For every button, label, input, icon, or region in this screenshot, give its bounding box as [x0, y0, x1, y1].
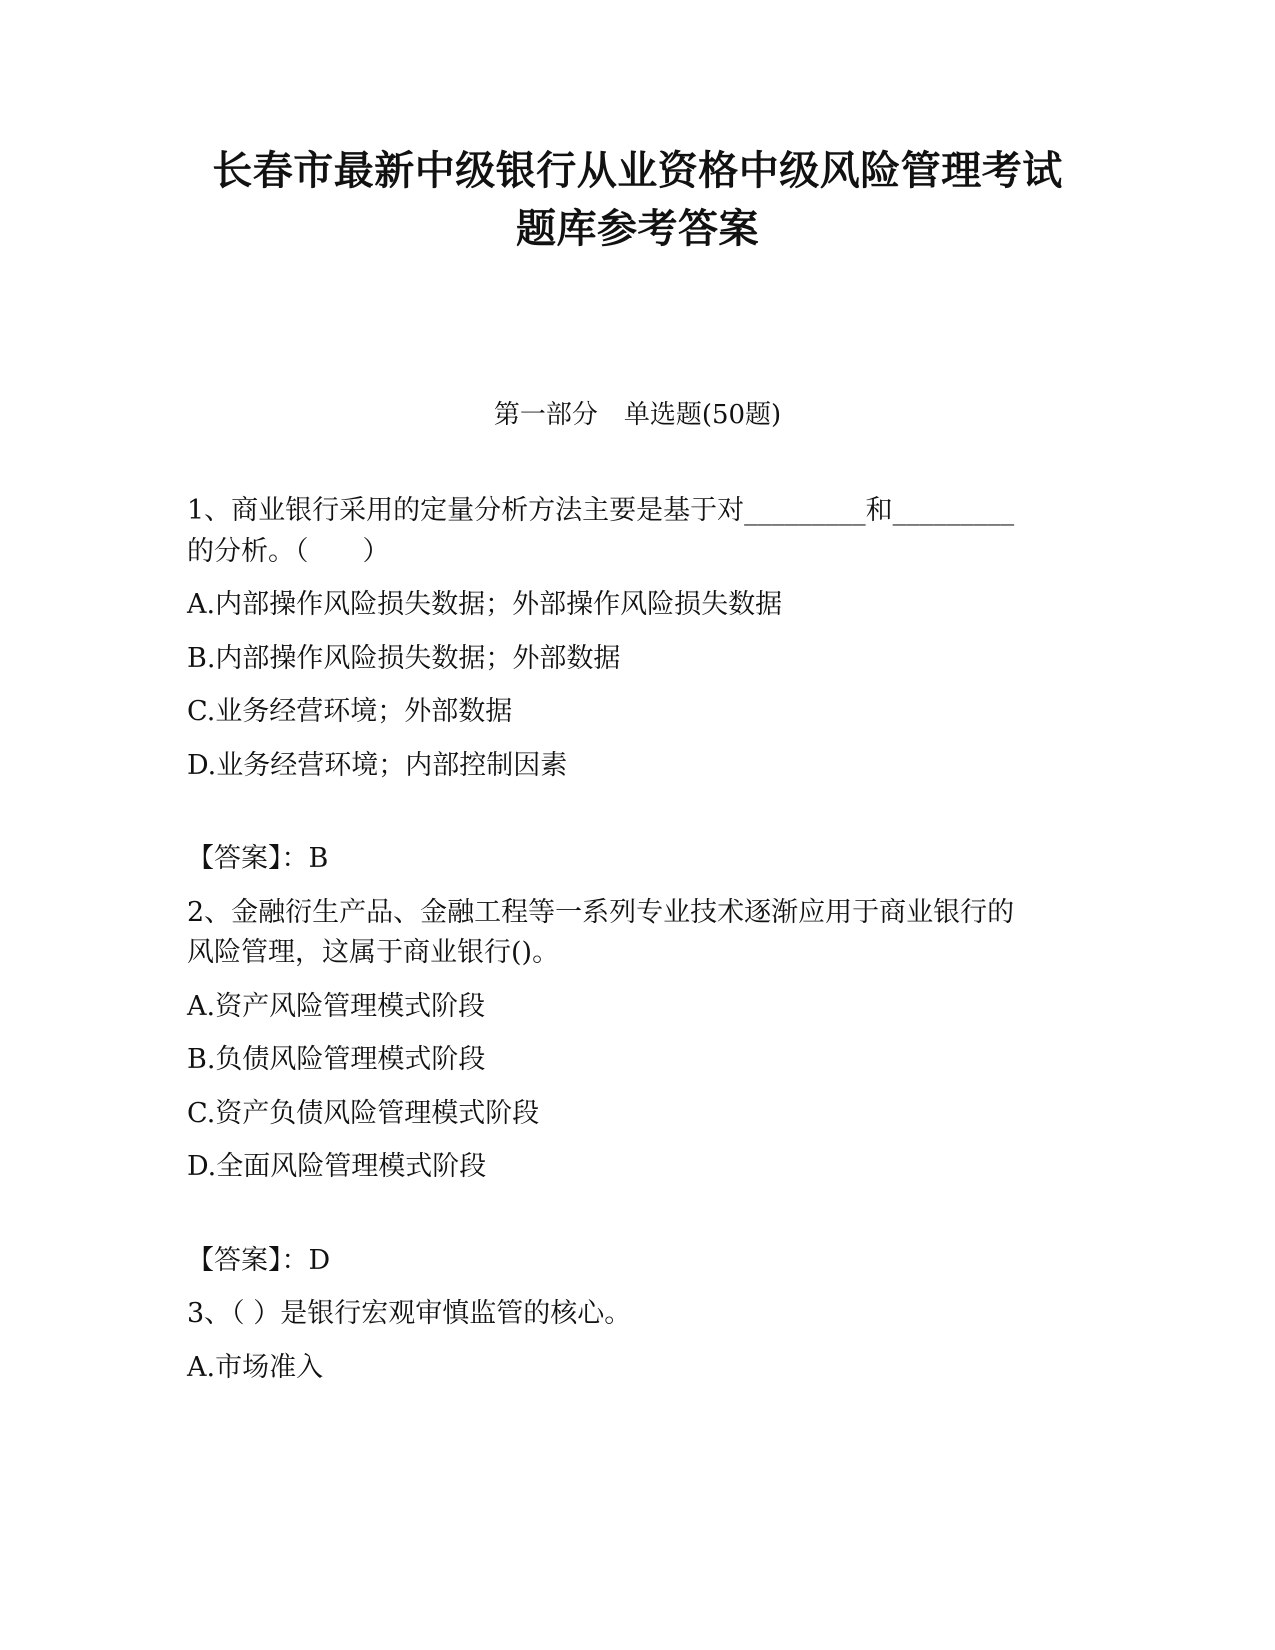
question-2-answer: 【答案】：D	[187, 1245, 331, 1276]
question-1-option-d: D.业务经营环境；内部控制因素	[187, 750, 568, 781]
question-2-option-b: B.负债风险管理模式阶段	[187, 1044, 486, 1075]
question-1-option-c: C.业务经营环境；外部数据	[187, 696, 513, 727]
document-title-line-1: 长春市最新中级银行从业资格中级风险管理考试	[212, 148, 1063, 194]
question-1-answer: 【答案】：B	[187, 843, 329, 874]
question-2-option-a: A.资产风险管理模式阶段	[187, 991, 486, 1022]
question-2-option-d: D.全面风险管理模式阶段	[187, 1151, 487, 1182]
question-1-stem-line-1: 1、商业银行采用的定量分析方法主要是基于对_________和_________	[187, 495, 1015, 526]
question-2-option-c: C.资产负债风险管理模式阶段	[187, 1098, 540, 1129]
question-1-stem-line-2: 的分析。（ ）	[187, 536, 390, 567]
question-2-stem-line-1: 2、金融衍生产品、金融工程等一系列专业技术逐渐应用于商业银行的	[187, 897, 1015, 928]
question-1-option-a: A.内部操作风险损失数据；外部操作风险损失数据	[187, 589, 783, 620]
question-2-stem-line-2: 风险管理，这属于商业银行()。	[187, 937, 560, 968]
document-title-line-2: 题库参考答案	[516, 206, 759, 252]
question-3-option-a: A.市场准入	[187, 1352, 324, 1383]
section-heading: 第一部分 单选题(50题)	[493, 400, 782, 430]
question-3-stem-line-1: 3、（ ）是银行宏观审慎监管的核心。	[187, 1298, 632, 1329]
question-1-option-b: B.内部操作风险损失数据；外部数据	[187, 643, 621, 674]
